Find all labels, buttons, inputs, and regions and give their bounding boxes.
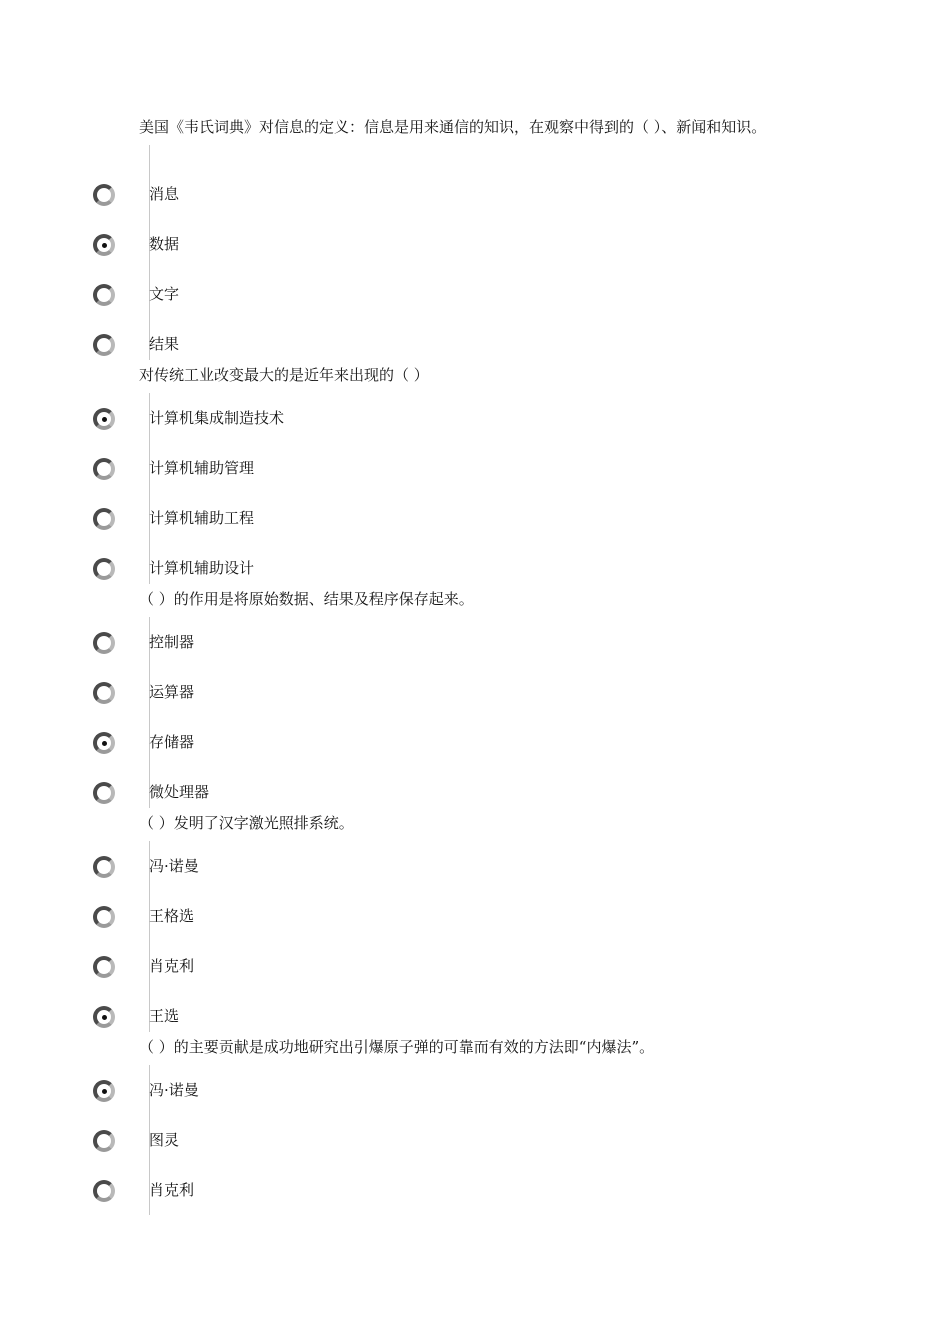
- answer-option[interactable]: [93, 176, 693, 216]
- option-label: 图灵: [149, 1131, 180, 1149]
- option-label: 肖克利: [149, 957, 195, 975]
- answer-option[interactable]: [93, 674, 693, 714]
- radio-button-selected[interactable]: [93, 1006, 115, 1028]
- answer-option[interactable]: [93, 948, 693, 988]
- option-label: 计算机辅助工程: [149, 509, 255, 527]
- answer-option[interactable]: [93, 624, 693, 664]
- option-label: 冯·诺曼: [149, 1081, 199, 1099]
- answer-option[interactable]: [93, 1172, 693, 1212]
- answer-option[interactable]: [93, 724, 693, 764]
- question-stem: （ ）的作用是将原始数据、结果及程序保存起来。: [139, 590, 474, 608]
- option-label: 王选: [149, 1007, 180, 1025]
- radio-button[interactable]: [93, 856, 115, 878]
- option-label: 结果: [149, 335, 180, 353]
- answer-option[interactable]: [93, 898, 693, 938]
- radio-selected-dot-icon: [102, 741, 107, 746]
- option-label: 肖克利: [149, 1181, 195, 1199]
- answer-option[interactable]: [93, 226, 693, 266]
- answer-option[interactable]: [93, 400, 693, 440]
- option-label: 数据: [149, 235, 180, 253]
- option-label: 计算机辅助设计: [149, 559, 255, 577]
- radio-button-selected[interactable]: [93, 732, 115, 754]
- radio-button-selected[interactable]: [93, 234, 115, 256]
- radio-button[interactable]: [93, 1180, 115, 1202]
- option-label: 计算机辅助管理: [149, 459, 255, 477]
- question-stem: （ ）的主要贡献是成功地研究出引爆原子弹的可靠而有效的方法即“内爆法”。: [139, 1038, 655, 1056]
- option-label: 文字: [149, 285, 180, 303]
- option-label: 存储器: [149, 733, 195, 751]
- radio-button-selected[interactable]: [93, 1080, 115, 1102]
- radio-button[interactable]: [93, 184, 115, 206]
- radio-button[interactable]: [93, 458, 115, 480]
- answer-option[interactable]: [93, 326, 693, 366]
- option-label: 控制器: [149, 633, 195, 651]
- answer-option[interactable]: [93, 1072, 693, 1112]
- radio-button[interactable]: [93, 956, 115, 978]
- option-label: 消息: [149, 185, 180, 203]
- radio-button[interactable]: [93, 1130, 115, 1152]
- answer-option[interactable]: [93, 550, 693, 590]
- radio-button[interactable]: [93, 334, 115, 356]
- answer-option[interactable]: [93, 998, 693, 1038]
- radio-selected-dot-icon: [102, 417, 107, 422]
- answer-option[interactable]: [93, 500, 693, 540]
- option-label: 计算机集成制造技术: [149, 409, 285, 427]
- answer-option[interactable]: [93, 450, 693, 490]
- radio-button[interactable]: [93, 632, 115, 654]
- answer-option[interactable]: [93, 276, 693, 316]
- radio-button[interactable]: [93, 682, 115, 704]
- radio-button[interactable]: [93, 558, 115, 580]
- answer-option[interactable]: [93, 848, 693, 888]
- radio-button-selected[interactable]: [93, 408, 115, 430]
- option-label: 运算器: [149, 683, 195, 701]
- radio-button[interactable]: [93, 782, 115, 804]
- option-label: 冯·诺曼: [149, 857, 199, 875]
- question-stem: （ ）发明了汉字激光照排系统。: [139, 814, 354, 832]
- option-label: 微处理器: [149, 783, 210, 801]
- option-label: 王格选: [149, 907, 195, 925]
- radio-button[interactable]: [93, 284, 115, 306]
- radio-selected-dot-icon: [102, 1015, 107, 1020]
- radio-selected-dot-icon: [102, 1089, 107, 1094]
- answer-option[interactable]: [93, 774, 693, 814]
- radio-button[interactable]: [93, 508, 115, 530]
- answer-option[interactable]: [93, 1122, 693, 1162]
- question-stem: 对传统工业改变最大的是近年来出现的（ ）: [139, 366, 429, 384]
- radio-button[interactable]: [93, 906, 115, 928]
- radio-selected-dot-icon: [102, 243, 107, 248]
- question-stem: 美国《韦氏词典》对信息的定义：信息是用来通信的知识，在观察中得到的（ ）、新闻和知识。: [139, 118, 767, 136]
